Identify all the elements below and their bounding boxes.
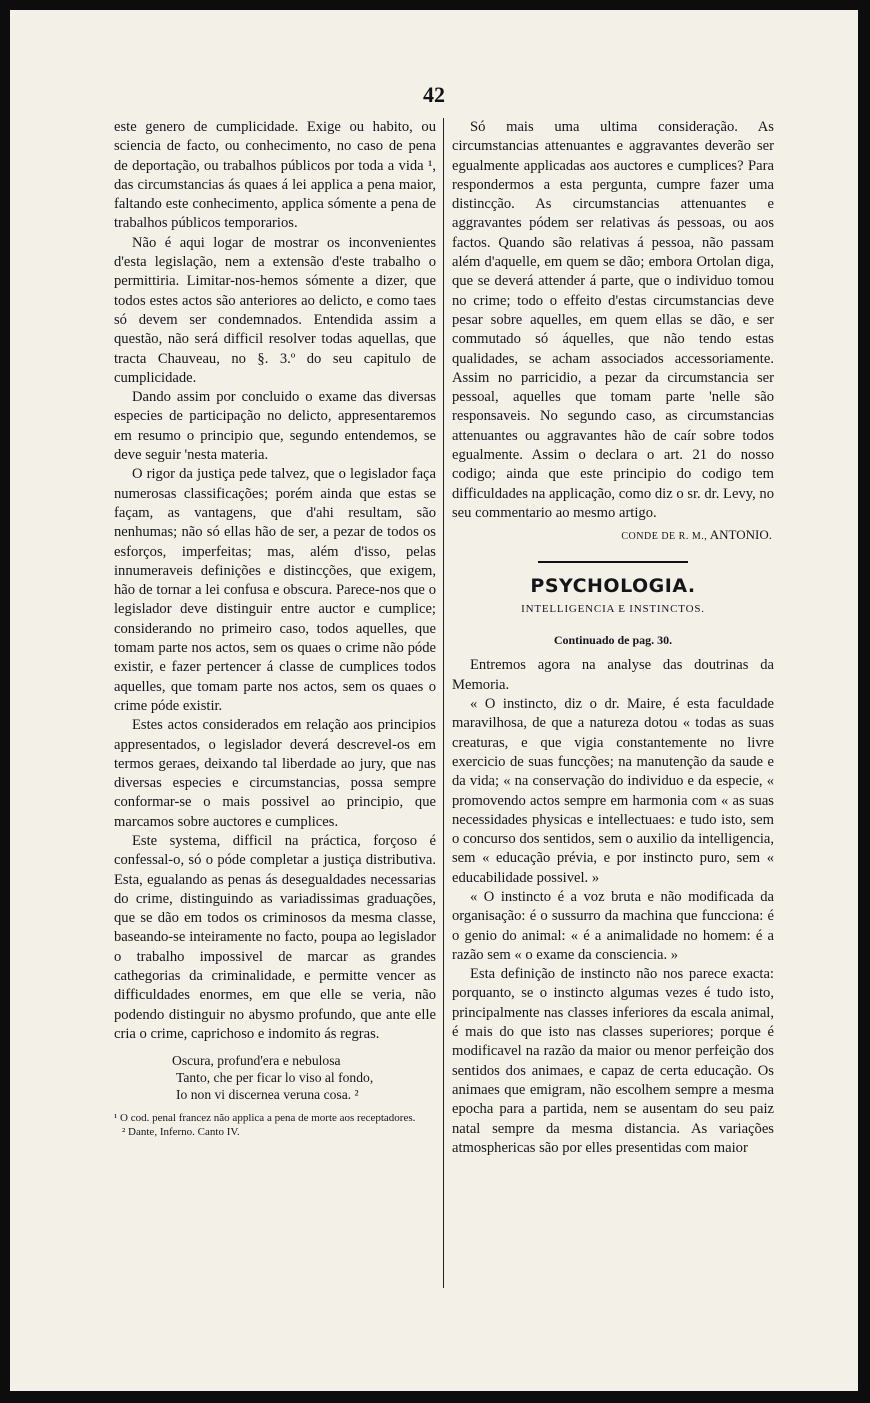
section-title: PSYCHOLOGIA. (530, 574, 696, 597)
continued-note: Continuado de pag. 30. (553, 633, 673, 648)
dante-quotation (114, 1052, 436, 1103)
left-paragraph-3: Dando assim por concluido o exame das diversas especies de participação no delicto, appresentaremos em resumo o principio que, segundo entendemos, se deve seguir 'nesta materia. (114, 389, 436, 464)
signature-name: ANTONIO. (709, 527, 772, 543)
section-paragraph-1: Entremos agora na analyse das doutrinas da Memoria. (452, 657, 774, 693)
poem-line-2: Tanto, che per ficar lo viso al fondo, (176, 1070, 374, 1086)
section-rule (538, 561, 688, 563)
footnote-2: ² Dante, Inferno. Canto IV. (122, 1126, 240, 1139)
footnote-1: ¹ O cod. penal francez não applica a pena de morte aos receptadores. (114, 1112, 416, 1125)
right-paragraph-1: Só mais uma ultima consideração. As circumstancias attenuantes e aggravantes deverão ser egualmente applicadas aos auctores e cumplices? Para respondermos a esta pergunta, cumpre fazer uma distincção. As circumstancias attenuantes e aggravantes pódem ser relativas ás pessoas, ou aos factos. Quando são relativas á pessoa, não passam além d'aquelle, em quem se dão; embora Ortolan diga, que se deverá attender á parte, que o individuo tomou no crime; todo o effeito d'estas circumstancias deve pesar sobre aquelles, em quem ellas se dão, e ser commutado só áquelles, que não tendo estas qualidades, se acham associados accessoriamente. Assim no parricidio, a pezar da circumstancia ser pessoal, aquelles que tomam parte 'nelle são responsaveis. No segundo caso, as circumstancias attenuantes ou aggravantes hão de caír sobre todos egualmente. Assim o declara o art. 21 do nosso codigo; ainda que este principio do codigo tem difficuldades na applicação, como diz o sr. dr. Levy, no seu commentario ao mesmo artigo. (452, 119, 774, 521)
section-subtitle: INTELLIGENCIA E INSTINCTOS. (521, 602, 705, 615)
footnotes (114, 1111, 436, 1139)
author-signature (452, 525, 774, 546)
right-column (452, 118, 774, 1158)
left-paragraph-4: O rigor da justiça pede talvez, que o legislador faça numerosas classificações; porém ainda que estas se façam, as vantagens, que d'ahi resultam, são nenhumas; não só ellas hão de ser, a pezar de todos os esforços, imperfeitas; mas, além d'isso, pelas innumeraveis definições e distincções, que exigem, hão de tornar a lei confusa e obscura. Parece-nos que o legislador deve distinguir entre auctor e cumplice; considerando no primeiro caso, todos aquelles, que tomam parte nos actos, sem os quaes o crime não póde existir, e fazer pertencer á classe de cumplices todos aquelles, que tomam parte nos actos, sem os quaes o crime póde existir. (114, 466, 436, 714)
column-divider (443, 118, 444, 1288)
newspaper-page (10, 10, 858, 1391)
left-paragraph-5: Estes actos considerados em relação aos principios appresentados, o legislador deverá descrevel-os em termos geraes, deixando tal liberdade ao jury, que nas diversas especies e circumstancias, possa sempre conformar-se o mais possivel ao principio, que marcamos sobre auctores e cumplices. (114, 717, 436, 830)
page-number: 42 (423, 82, 445, 107)
left-column (114, 118, 436, 1139)
section-paragraph-3: « O instincto é a voz bruta e não modificada da organisação: é o sussurro da machina que funcciona: é o genio do animal: « é a animalidade no homem: é a razão sem « o exame da consciencia. » (452, 888, 774, 963)
poem-line-1: Oscura, profund'era e nebulosa (172, 1053, 341, 1069)
signature-prefix: CONDE DE R. M., (621, 531, 708, 543)
section-paragraph-4: Esta definição de instincto não nos parece exacta: porquanto, se o instincto algumas vezes é tudo isto, principalmente nas classes inferiores da escala animal, é mais do que isto nas classes superiores; porque é modificavel na razão da maior ou menor perfeição dos sentidos dos animaes, e capaz de certa educação. Os animaes que emigram, não escolhem sempre a mesma epocha para a partida, nem se ausentam do seu paiz natal sempre da mesma distancia. As variações atmosphericas são por elles presentidas com maior (452, 966, 774, 1156)
left-paragraph-6: Este systema, difficil na práctica, forçoso é confessal-o, só o póde completar a justiça distributiva. Esta, egualando as penas ás desegualdades necessarias do crime, distinguindo as variadissimas graduações, que se dão em todos os criminosos da mesma classe, baseando-se inteiramente no facto, poupa ao legislador o trabalho impossivel de marcar as grandes cathegorias da criminalidade, e permitte vencer as difficuldades enormes, em que elle se veria, não podendo distinguir no abysmo profundo, que ante elle cria o crime, caprichoso e indomito ás regras. (114, 832, 436, 1042)
left-paragraph-2: Não é aqui logar de mostrar os inconvenientes d'esta legislação, nem a extensão d'este trabalho o permittiria. Limitar-nos-hemos sómente a dizer, que todos estes actos são anteriores ao delicto, e como taes só devem ser condemnados. Entendida assim a questão, não será difficil resolver todas aquellas, que tracta Chauveau, no §. 3.º do seu capitulo de cumplicidade. (114, 234, 436, 386)
poem-line-3: Io non vi discernea veruna cosa. ² (176, 1087, 359, 1103)
left-paragraph-1: este genero de cumplicidade. Exige ou habito, ou sciencia de facto, ou conhecimento, no caso de pena de deportação, ou trabalhos públicos por toda a vida ¹, das circumstancias ás quaes á lei applica a pena maior, faltando este conhecimento, applica sómente a pena de trabalhos públicos temporarios. (114, 119, 436, 232)
section-paragraph-2: « O instincto, diz o dr. Maire, é esta faculdade maravilhosa, de que a natureza dotou « todas as suas creaturas, e que vigia constantemente no livre exercicio de suas funcções; na manutenção da saude e da vida; « na conservação do individuo e da especie, « promovendo actos sempre em harmonia com « as suas necessidades physicas e intellectuaes: e tudo isto, sem o concurso dos sentidos, sem o auxilio da intelligencia, sem « educação prévia, e por instincto puro, sem « educabilidade possivel. » (452, 696, 774, 886)
